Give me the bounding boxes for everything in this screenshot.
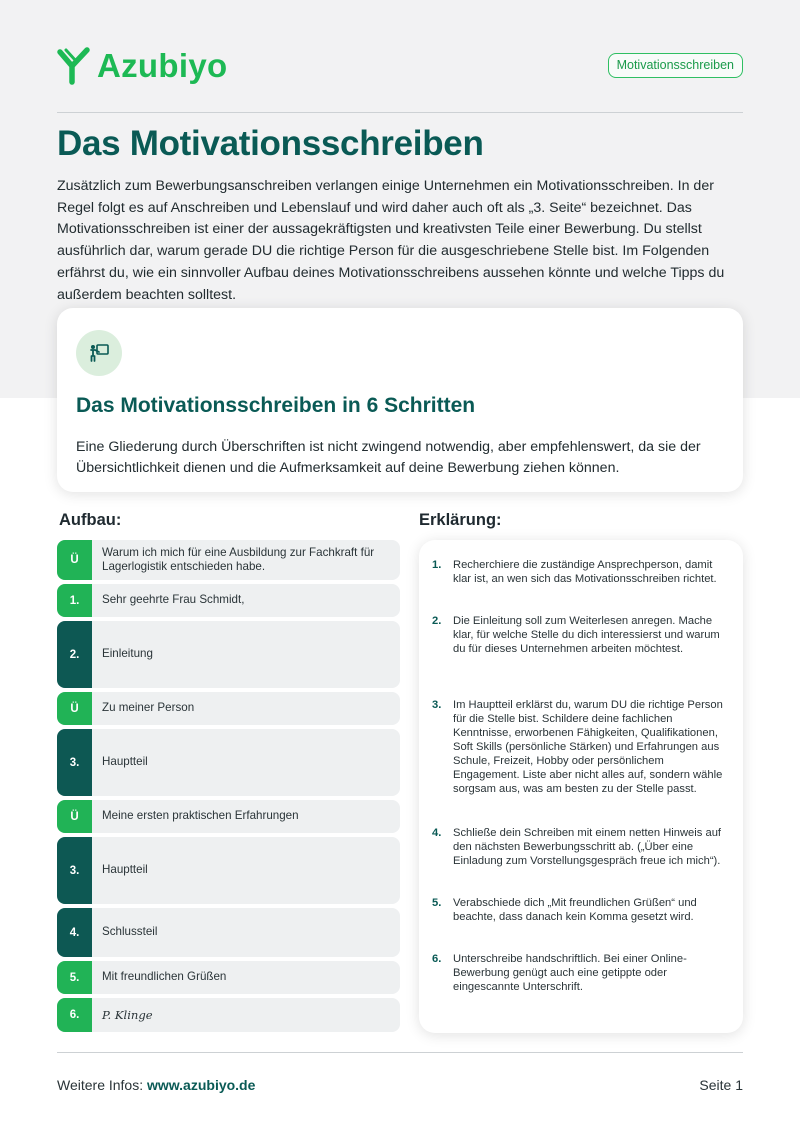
step-row — [57, 621, 400, 688]
step-label: Hauptteil — [102, 863, 148, 877]
step-row — [57, 540, 400, 580]
brand-name: Azubiyo — [97, 47, 228, 84]
step-label: Einleitung — [102, 647, 153, 661]
card-text: Eine Gliederung durch Überschriften ist nicht zwingend notwendig, aber empfehlenswert, da sie der Übersichtlichkeit dienen und die Aufmerksamkeit auf deine Bewerbung ziehen können. — [76, 439, 701, 476]
step-marker: 6. — [57, 998, 92, 1032]
footer-divider — [57, 1052, 743, 1053]
footer-info — [57, 1077, 255, 1093]
step-label: Meine ersten praktischen Erfahrungen — [102, 809, 299, 823]
step-row — [57, 692, 400, 725]
intro-paragraph: Zusätzlich zum Bewerbungsanschreiben verlangen einige Unternehmen ein Motivationsschreiben. In der Regel folgt es auf Anschreiben und Lebenslauf und wird daher auch oft als „3. Seite“ bezeichnet. Das Motivationsschreiben ist einer der aussagekräftigsten und kreativsten Teile einer Bewerbung. Du stellst ausführlich dar, warum gerade DU die richtige Person für die ausgeschriebene Stelle bist. Im Folgenden erfährst du, wie ein sinnvoller Aufbau deines Motivationsschreibens aussehen könnte und welche Tipps du außerdem beachten solltest. — [57, 178, 725, 303]
step-row — [57, 837, 400, 904]
step-marker: Ü — [57, 692, 92, 725]
step-row — [57, 584, 400, 617]
explanation-number: 2. — [432, 615, 442, 627]
explanation-item — [432, 952, 732, 994]
step-row — [57, 961, 400, 994]
explanation-item — [432, 558, 732, 586]
erklaerung-heading: Erklärung: — [419, 511, 502, 529]
step-label: Schlussteil — [102, 925, 158, 939]
step-row — [57, 908, 400, 957]
explanation-number: 4. — [432, 827, 442, 839]
step-row — [57, 729, 400, 796]
footer-label: Weitere Infos: — [57, 1077, 148, 1093]
step-marker: 3. — [57, 837, 92, 904]
explanation-number: 3. — [432, 699, 442, 711]
step-label: Sehr geehrte Frau Schmidt, — [102, 593, 245, 607]
steps-overview-card — [57, 308, 743, 492]
step-marker: Ü — [57, 800, 92, 833]
aufbau-heading: Aufbau: — [59, 511, 122, 529]
step-marker: 4. — [57, 908, 92, 957]
explanation-text: Unterschreibe handschriftlich. Bei einer Online-Bewerbung genügt auch eine getippte oder eingescannte Unterschrift. — [453, 953, 687, 993]
step-label: Warum ich mich für eine Ausbildung zur Fachkraft für Lagerlogistik entschieden habe. — [102, 545, 375, 573]
topic-tag: Motivationsschreiben — [608, 53, 743, 78]
explanation-number: 5. — [432, 897, 442, 909]
explanation-text: Schließe dein Schreiben mit einem netten Hinweis auf den nächsten Bewerbungsschritt ab. („Über eine Einladung zum Vorstellungsgespräch freue ich mich“). — [453, 827, 722, 867]
step-label: Mit freundlichen Grüßen — [102, 970, 227, 984]
step-marker: 1. — [57, 584, 92, 617]
step-marker: 2. — [57, 621, 92, 688]
card-title: Das Motivationsschreiben in 6 Schritten — [76, 394, 476, 417]
step-row — [57, 998, 400, 1032]
step-label: Zu meiner Person — [102, 701, 195, 715]
step-marker: 5. — [57, 961, 92, 994]
explanation-item — [432, 896, 732, 924]
explanation-number: 1. — [432, 559, 442, 571]
explanation-text: Die Einleitung soll zum Weiterlesen anregen. Mache klar, für welche Stelle du dich interessierst und warum du für dieses Unternehmen arbeiten möchtest. — [453, 615, 720, 655]
page-title: Das Motivationsschreiben — [57, 124, 484, 163]
explanation-item — [432, 698, 732, 796]
brand-logo[interactable] — [57, 46, 227, 86]
presentation-icon — [76, 330, 122, 376]
explanation-card — [419, 540, 743, 1033]
step-marker: 3. — [57, 729, 92, 796]
step-row — [57, 800, 400, 833]
footer-link[interactable]: www.azubiyo.de — [147, 1077, 256, 1093]
explanation-item — [432, 614, 732, 656]
step-label: Hauptteil — [102, 755, 148, 769]
signature: P. Klinge — [102, 1007, 153, 1022]
step-marker: Ü — [57, 540, 92, 580]
explanation-text: Im Hauptteil erklärst du, warum DU die richtige Person für die Stelle bist. Schildere deine fachlichen Kenntnisse, erworbenen Fähigkeiten, Qualifikationen, Soft Skills (persönliche Stärken) und Erfahrungen aus Schule, Freizeit, Hobby oder persönlichem Engagement. Liste aber nicht alles auf, sondern wähle sorgsam aus, was am besten zu der Stelle passt. — [453, 699, 723, 795]
header-divider — [57, 112, 743, 113]
azubiyo-logo-icon — [57, 46, 91, 86]
explanation-text: Verabschiede dich „Mit freundlichen Grüßen“ und beachte, dass danach kein Komma gesetzt wird. — [453, 897, 697, 923]
explanation-text: Recherchiere die zuständige Ansprechperson, damit klar ist, an wen sich das Motivationsschreiben richtet. — [453, 559, 717, 585]
page-number: Seite 1 — [699, 1077, 743, 1093]
explanation-number: 6. — [432, 953, 442, 965]
explanation-item — [432, 826, 732, 868]
